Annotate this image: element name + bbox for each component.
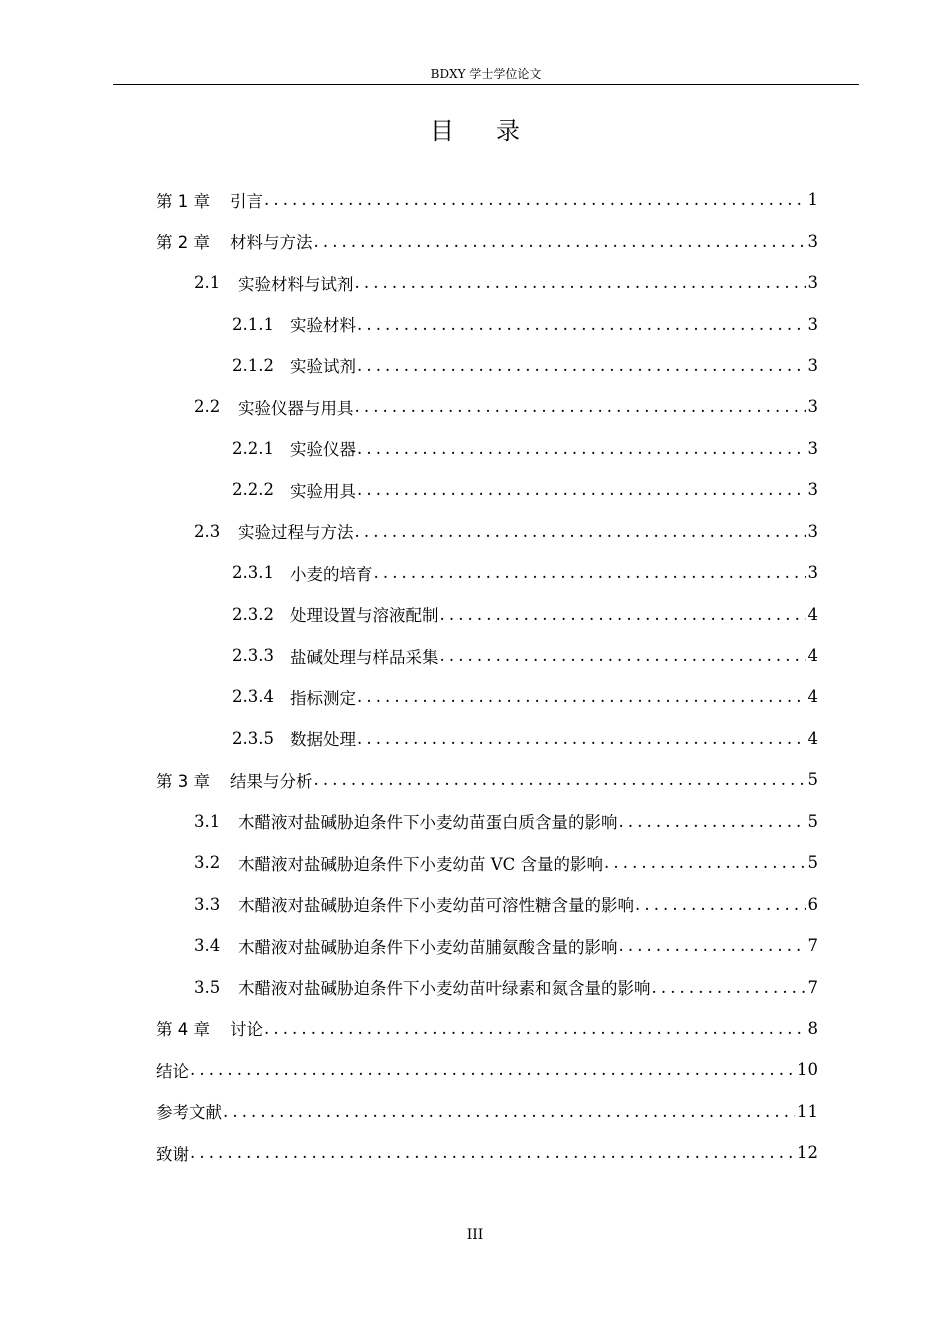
toc-entry[interactable] xyxy=(156,883,818,924)
toc-dot-leader xyxy=(604,853,805,872)
toc-entry-page: 4 xyxy=(807,604,818,624)
toc-entry-title: 实验材料与试剂 xyxy=(238,274,354,294)
toc-entry-number: 2.3 xyxy=(194,521,221,541)
toc-entry[interactable] xyxy=(156,759,818,800)
toc-entry-number: 2.3.5 xyxy=(232,728,274,748)
toc-entry-page: 7 xyxy=(807,977,818,997)
toc-entry-page: 5 xyxy=(807,853,818,873)
toc-dot-leader xyxy=(355,397,806,416)
toc-entry-number: 2.1 xyxy=(194,273,221,293)
toc-entry-number: 2.1.1 xyxy=(232,314,274,334)
toc-entry-title: 木醋液对盐碱胁迫条件下小麦幼苗可溶性糖含量的影响 xyxy=(238,896,634,916)
toc-entry-number: 3.4 xyxy=(194,936,221,956)
toc-entry-page: 5 xyxy=(807,770,818,790)
toc-entry-title: 小麦的培育 xyxy=(290,564,373,584)
toc-dot-leader xyxy=(355,522,806,541)
toc-entry-page: 3 xyxy=(807,438,818,458)
toc-entry-page: 3 xyxy=(807,314,818,334)
toc-entry[interactable] xyxy=(156,428,818,469)
toc-dot-leader xyxy=(619,936,806,955)
toc-entry-page: 10 xyxy=(797,1060,818,1080)
toc-dot-leader xyxy=(314,770,806,789)
toc-entry-number: 3.5 xyxy=(194,977,221,997)
toc-entry-title: 参考文献 xyxy=(156,1103,222,1123)
toc-entry[interactable] xyxy=(156,511,818,552)
toc-entry-number: 2.3.3 xyxy=(232,646,274,666)
toc-entry-page: 12 xyxy=(797,1143,818,1163)
toc-entry-page: 3 xyxy=(807,231,818,251)
toc-dot-leader xyxy=(440,605,806,624)
toc-entry-title: 实验仪器与用具 xyxy=(238,398,354,418)
toc-entry[interactable] xyxy=(156,220,818,261)
toc-entry[interactable] xyxy=(156,386,818,427)
toc-entry-title: 实验试剂 xyxy=(290,357,356,377)
toc-dot-leader xyxy=(374,563,806,582)
toc-entry[interactable] xyxy=(156,1132,818,1173)
toc-entry-title: 木醋液对盐碱胁迫条件下小麦幼苗蛋白质含量的影响 xyxy=(238,813,618,833)
toc-dot-leader xyxy=(619,812,806,831)
toc-dot-leader xyxy=(264,1019,806,1038)
toc-dot-leader xyxy=(357,729,806,748)
toc-entry[interactable] xyxy=(156,469,818,510)
toc-entry-title: 致谢 xyxy=(156,1144,189,1164)
toc-entry-number: 2.1.2 xyxy=(232,355,274,375)
toc-entry[interactable] xyxy=(156,801,818,842)
toc-entry-number: 2.3.4 xyxy=(232,687,274,707)
header-rule xyxy=(113,84,859,85)
toc-dot-leader xyxy=(314,232,806,251)
toc-entry-title: 处理设置与溶液配制 xyxy=(290,606,439,626)
toc-entry[interactable] xyxy=(156,676,818,717)
toc-entry[interactable] xyxy=(156,345,818,386)
toc-dot-leader xyxy=(355,273,806,292)
toc-entry-page: 1 xyxy=(807,190,818,210)
toc-entry-page: 5 xyxy=(807,811,818,831)
toc-entry-page: 3 xyxy=(807,273,818,293)
page-number: III xyxy=(466,1227,484,1243)
toc-entry-number: 2.2 xyxy=(194,397,221,417)
toc-entry-page: 3 xyxy=(807,397,818,417)
toc-entry[interactable] xyxy=(156,925,818,966)
toc-dot-leader xyxy=(357,480,806,499)
toc-dot-leader xyxy=(190,1060,795,1079)
toc-entry-number: 2.3.1 xyxy=(232,563,274,583)
toc-entry-title: 实验过程与方法 xyxy=(238,523,354,543)
toc-entry-page: 3 xyxy=(807,480,818,500)
toc-entry-page: 11 xyxy=(797,1101,818,1121)
toc-dot-leader xyxy=(440,646,806,665)
toc-dot-leader xyxy=(357,439,806,458)
toc-entry[interactable] xyxy=(156,303,818,344)
toc-entry-title: 木醋液对盐碱胁迫条件下小麦幼苗脯氨酸含量的影响 xyxy=(238,937,618,957)
toc-dot-leader xyxy=(357,687,806,706)
toc-entry[interactable] xyxy=(156,1049,818,1090)
toc-entry[interactable] xyxy=(156,179,818,220)
toc-entry-number: 3.3 xyxy=(194,894,221,914)
toc-entry-page: 8 xyxy=(807,1018,818,1038)
toc-entry-title: 结果与分析 xyxy=(230,771,313,791)
toc-entry[interactable] xyxy=(156,635,818,676)
toc-entry-number: 第 2 章 xyxy=(156,233,210,253)
toc-entry-title: 实验仪器 xyxy=(290,440,356,460)
toc-entry-page: 3 xyxy=(807,521,818,541)
toc-title: 目录 xyxy=(430,117,562,145)
toc-entry[interactable] xyxy=(156,262,818,303)
toc-entry[interactable] xyxy=(156,1091,818,1132)
toc-entry-number: 2.3.2 xyxy=(232,604,274,624)
toc-entry[interactable] xyxy=(156,966,818,1007)
toc-entry-title: 引言 xyxy=(230,191,263,211)
toc-dot-leader xyxy=(190,1143,795,1162)
toc-dot-leader xyxy=(357,315,806,334)
toc-entry-page: 3 xyxy=(807,355,818,375)
toc-entry-page: 6 xyxy=(807,894,818,914)
toc-entry-title: 木醋液对盐碱胁迫条件下小麦幼苗 VC 含量的影响 xyxy=(238,854,604,874)
toc-list xyxy=(156,179,818,1174)
toc-entry-title: 木醋液对盐碱胁迫条件下小麦幼苗叶绿素和氮含量的影响 xyxy=(238,979,651,999)
toc-entry-number: 第 4 章 xyxy=(156,1020,210,1040)
toc-entry-title: 结论 xyxy=(156,1061,189,1081)
toc-entry-number: 第 3 章 xyxy=(156,771,210,791)
toc-dot-leader xyxy=(652,978,806,997)
toc-entry-title: 盐碱处理与样品采集 xyxy=(290,647,439,667)
toc-entry-title: 讨论 xyxy=(230,1020,263,1040)
toc-entry-number: 3.2 xyxy=(194,853,221,873)
toc-entry-number: 2.2.2 xyxy=(232,480,274,500)
toc-entry-page: 3 xyxy=(807,563,818,583)
toc-dot-leader xyxy=(357,356,806,375)
toc-entry[interactable] xyxy=(156,593,818,634)
toc-entry[interactable] xyxy=(156,842,818,883)
toc-entry-title: 实验材料 xyxy=(290,316,356,336)
toc-dot-leader xyxy=(223,1102,795,1121)
toc-dot-leader xyxy=(264,190,806,209)
toc-entry[interactable] xyxy=(156,718,818,759)
page-header: BDXY 学士学位论文 xyxy=(430,67,542,81)
toc-entry-page: 4 xyxy=(807,687,818,707)
toc-entry-page: 7 xyxy=(807,936,818,956)
toc-entry-number: 第 1 章 xyxy=(156,191,210,211)
toc-entry[interactable] xyxy=(156,1008,818,1049)
toc-entry-number: 2.2.1 xyxy=(232,438,274,458)
toc-entry-number: 3.1 xyxy=(194,811,221,831)
toc-dot-leader xyxy=(635,895,806,914)
toc-entry-title: 材料与方法 xyxy=(230,233,313,253)
toc-entry-page: 4 xyxy=(807,728,818,748)
toc-entry-title: 数据处理 xyxy=(290,730,356,750)
toc-entry[interactable] xyxy=(156,552,818,593)
toc-entry-page: 4 xyxy=(807,646,818,666)
toc-entry-title: 实验用具 xyxy=(290,481,356,501)
toc-entry-title: 指标测定 xyxy=(290,688,356,708)
